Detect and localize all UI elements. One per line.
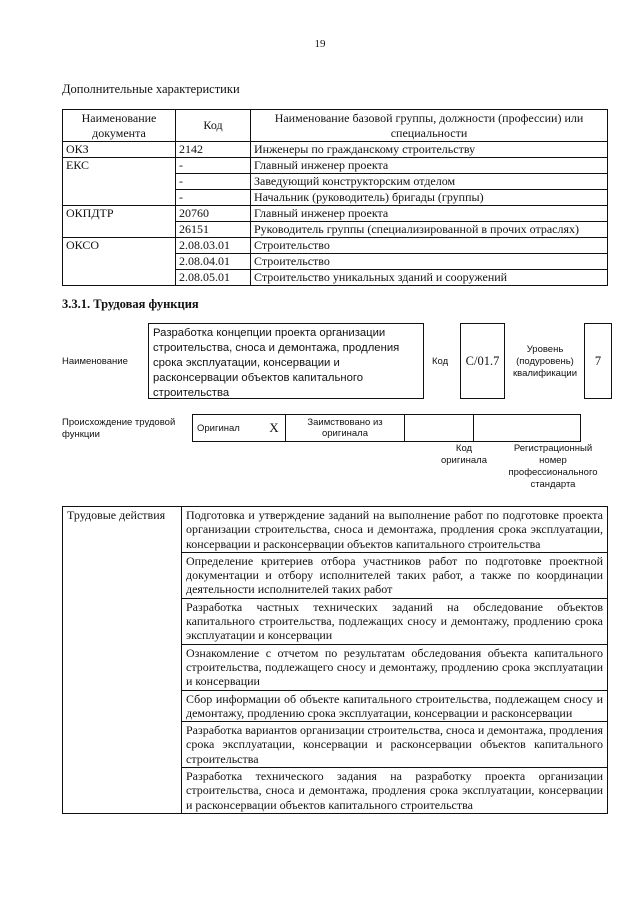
- labor-actions-table: [62, 506, 608, 814]
- section-caption: Дополнительные характеристики: [62, 82, 240, 96]
- code-cell: 26151: [176, 222, 251, 238]
- borrowed-label: Заимствовано из оригинала: [286, 415, 405, 442]
- section-heading: 3.3.1. Трудовая функция: [62, 297, 199, 311]
- name-cell: Главный инженер проекта: [251, 206, 608, 222]
- code-cell: 2142: [176, 142, 251, 158]
- name-cell: Строительство уникальных зданий и сооружений: [251, 270, 608, 286]
- code-cell: 2.08.04.01: [176, 254, 251, 270]
- qualification-level-label: Уровень (подуровень) квалификации: [512, 344, 578, 379]
- table-row: [63, 238, 608, 254]
- origin-table: [192, 414, 581, 442]
- original-code-cell: [405, 415, 474, 442]
- name-cell: Начальник (руководитель) бригады (группы): [251, 190, 608, 206]
- function-code-label: Код: [432, 356, 449, 367]
- name-cell: Строительство: [251, 238, 608, 254]
- function-code-value: С/01.7: [460, 323, 505, 399]
- header-document: Наименование документа: [63, 110, 176, 142]
- qualification-level-value: 7: [584, 323, 612, 399]
- page-number: 19: [314, 38, 326, 50]
- table-row: [63, 507, 608, 553]
- name-cell: Главный инженер проекта: [251, 158, 608, 174]
- document-cell: ОКЗ: [63, 142, 176, 158]
- function-name-label: Наименование: [62, 356, 128, 367]
- code-cell: 2.08.03.01: [176, 238, 251, 254]
- table-row: [63, 142, 608, 158]
- labor-action-item: Разработка частных технических заданий на обследование объектов капитального строительства, подлежащих сносу и демонтажу, продлению срока эксплуатации и консервации: [182, 598, 608, 644]
- table-row: [63, 206, 608, 222]
- document-cell: ЕКС: [63, 158, 176, 206]
- labor-action-item: Разработка технического задания на разработку проекта организации строительства, сноса и демонтажа, продления срока эксплуатации, консервации и расконсервации объектов капитального строительства: [182, 768, 608, 814]
- table-row: [63, 158, 608, 174]
- header-code: Код: [176, 110, 251, 142]
- characteristics-table: [62, 109, 608, 286]
- labor-action-item: Разработка вариантов организации строительства, сноса и демонтажа, продления срока эксплуатации, консервации и расконсервации объектов капитального строительства: [182, 722, 608, 768]
- name-cell: Инженеры по гражданскому строительству: [251, 142, 608, 158]
- labor-actions-label: Трудовые действия: [63, 507, 182, 814]
- registration-number-cell: [474, 415, 581, 442]
- name-cell: Заведующий конструкторским отделом: [251, 174, 608, 190]
- labor-action-item: Сбор информации об объекте капитального строительства, подлежащем сносу и демонтажу, продлению срока эксплуатации, консервации и расконсервации: [182, 690, 608, 722]
- table-header-row: [63, 110, 608, 142]
- code-cell: -: [176, 174, 251, 190]
- original-label: Оригинал: [193, 415, 264, 442]
- labor-action-item: Определение критериев отбора участников работ по подготовке проектной документации и отбору исполнителей таких работ, а также по координации деятельности исполнителей таких работ: [182, 552, 608, 598]
- code-cell: -: [176, 190, 251, 206]
- name-cell: Руководитель группы (специализированной в прочих отраслях): [251, 222, 608, 238]
- registration-number-caption: Регистрационный номер профессионального стандарта: [508, 443, 598, 490]
- code-cell: 20760: [176, 206, 251, 222]
- original-mark: X: [263, 415, 286, 442]
- code-cell: 2.08.05.01: [176, 270, 251, 286]
- code-cell: -: [176, 158, 251, 174]
- labor-action-item: Ознакомление с отчетом по результатам обследования объекта капитального строительства, подлежащего сносу и демонтажу, продлению срока эксплуатации и консервации: [182, 644, 608, 690]
- document-cell: ОКПДТР: [63, 206, 176, 238]
- origin-label: Происхождение трудовой функции: [62, 417, 176, 440]
- document-cell: ОКСО: [63, 238, 176, 286]
- labor-action-item: Подготовка и утверждение заданий на выполнение работ по подготовке проекта организации строительства, сноса и демонтажа, продления срока эксплуатации, консервации и расконсервации объектов капитального строительства: [182, 507, 608, 553]
- original-code-caption: Код оригинала: [440, 443, 487, 466]
- function-name-value: Разработка концепции проекта организации строительства, сноса и демонтажа, продления срока эксплуатации, консервации и расконсервации объектов капитального строительства: [148, 323, 424, 399]
- header-name: Наименование базовой группы, должности (профессии) или специальности: [251, 110, 608, 142]
- name-cell: Строительство: [251, 254, 608, 270]
